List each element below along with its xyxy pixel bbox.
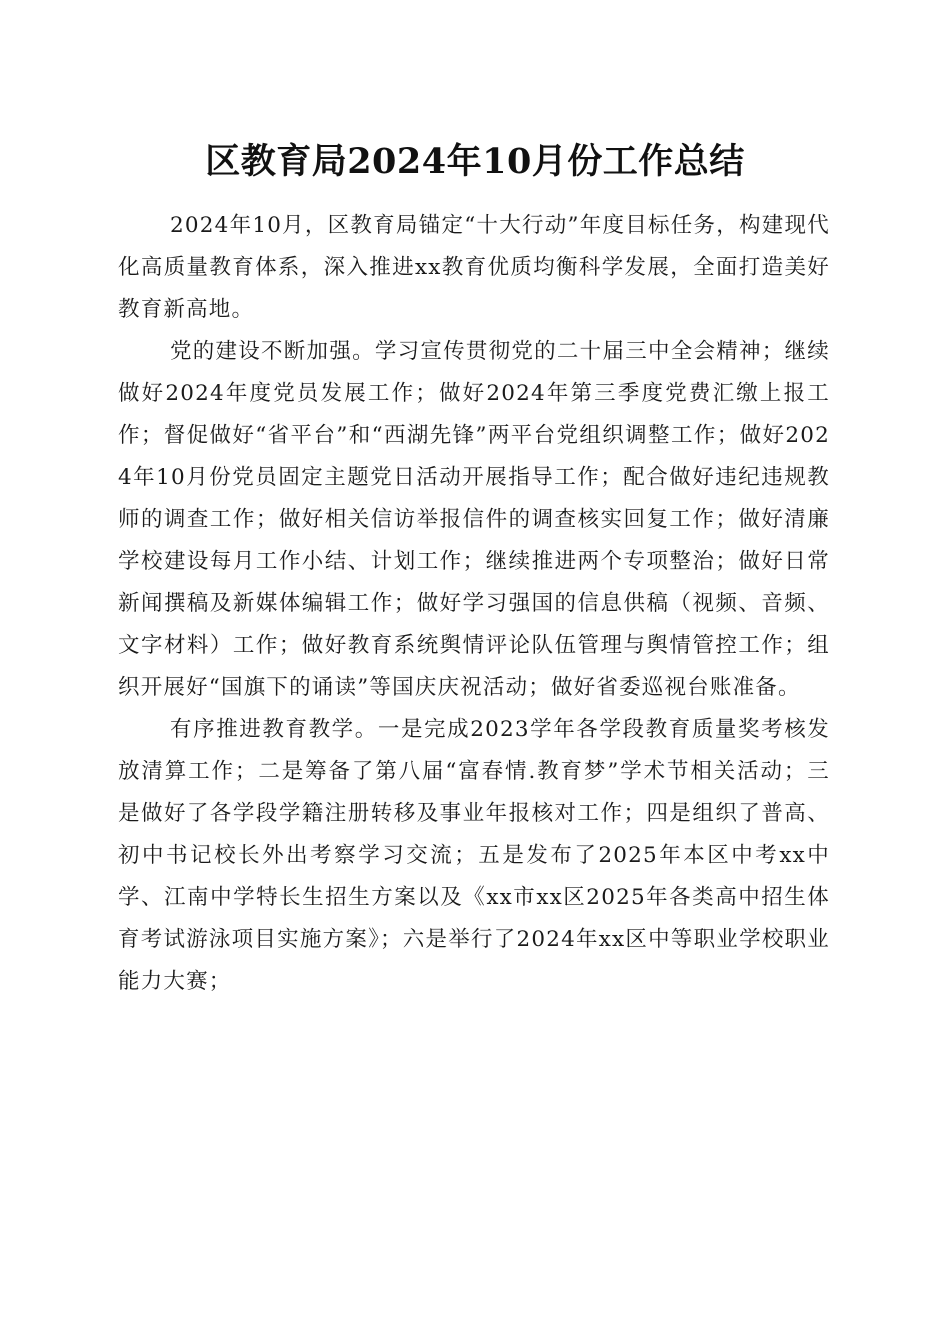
- paragraph-party-building: 党的建设不断加强。学习宣传贯彻党的二十届三中全会精神；继续做好2024年度党员发展工作；做好2024年第三季度党费汇缴上报工作；督促做好“省平台”和“西湖先锋”两平台党组织调整工作；做好2024年10月份党员固定主题党日活动开展指导工作；配合做好违纪违规教师的调查工作；做好相关信访举报信件的调查核实回复工作；做好清廉学校建设每月工作小结、计划工作；继续推进两个专项整治；做好日常新闻撰稿及新媒体编辑工作；做好学习强国的信息供稿（视频、音频、文字材料）工作；做好教育系统舆情评论队伍管理与舆情管控工作；组织开展好“国旗下的诵读”等国庆庆祝活动；做好省委巡视台账准备。: [118, 339, 830, 700]
- document-title: 区教育局2024年10月份工作总结: [205, 141, 745, 182]
- document-body: [118, 205, 830, 1003]
- paragraph-intro: 2024年10月，区教育局锚定“十大行动”年度目标任务，构建现代化高质量教育体系，深入推进xx教育优质均衡科学发展，全面打造美好教育新高地。: [118, 213, 830, 322]
- paragraph-education-teaching: 有序推进教育教学。一是完成2023学年各学段教育质量奖考核发放清算工作；二是筹备了第八届“富春情.教育梦”学术节相关活动；三是做好了各学段学籍注册转移及事业年报核对工作；四是组织了普高、初中书记校长外出考察学习交流；五是发布了2025年本区中考xx中学、江南中学特长生招生方案以及《xx市xx区2025年各类高中招生体育考试游泳项目实施方案》；六是举行了2024年xx区中等职业学校职业能力大赛；: [118, 717, 830, 994]
